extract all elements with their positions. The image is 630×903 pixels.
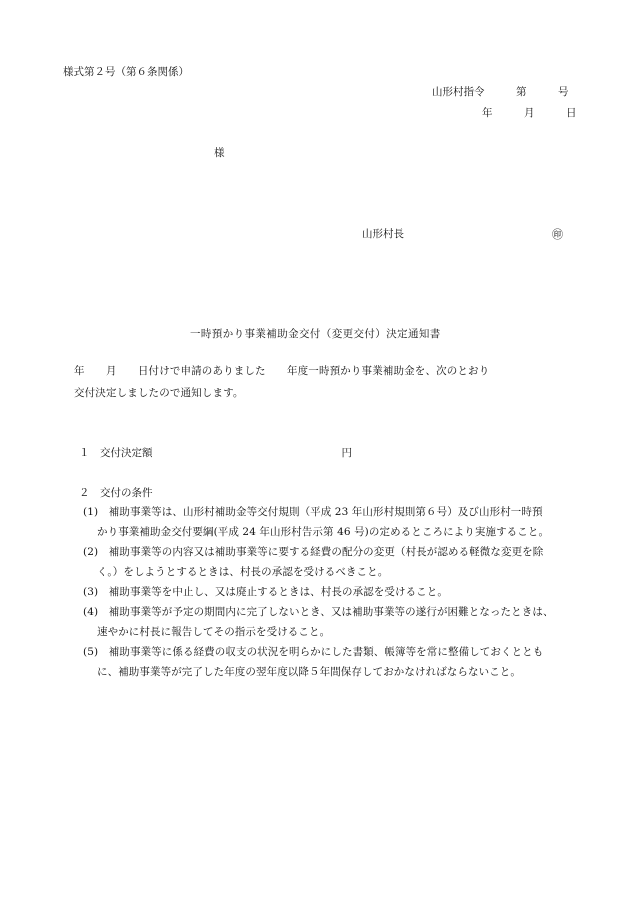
condition-item-continued: く。）をしようとするときは、村長の承認を受けるべきこと。 — [97, 566, 389, 578]
grant-amount-section: １ 交付決定額 円 — [79, 447, 352, 459]
issuer-name: 山形村長 — [362, 228, 404, 240]
seal-mark: ㊞ — [552, 228, 563, 241]
notice-date: 年 月 日 — [482, 107, 577, 119]
document-title: 一時預かり事業補助金交付（変更交付）決定通知書 — [190, 328, 441, 340]
body-text-line: 年 月 日付けで申請のありました 年度一時預かり事業補助金を、次のとおり — [74, 365, 490, 377]
condition-item: (3) 補助事業等を中止し、又は廃止するときは、村長の承認を受けること。 — [83, 586, 448, 598]
condition-item: (5) 補助事業等に係る経費の収支の状況を明らかにした書類、帳簿等を常に整備しておくととも — [83, 646, 544, 658]
condition-item: (2) 補助事業等の内容又は補助事業等に要する経費の配分の変更（村長が認める軽微な変更を除 — [83, 546, 544, 558]
conditions-heading: ２ 交付の条件 — [79, 487, 153, 499]
condition-item: (4) 補助事業等が予定の期間内に完了しないとき、又は補助事業等の遂行が困難となったときは、 — [83, 606, 554, 618]
notice-number: 山形村指令 第 号 — [432, 86, 569, 98]
addressee-honorific: 様 — [214, 147, 225, 159]
condition-item-continued: に、補助事業等が完了した年度の翌年度以降５年間保存しておかなければならないこと。 — [97, 666, 521, 678]
condition-item-continued: かり事業補助金交付要綱(平成 24 年山形村告示第 46 号)の定めるところにより実施すること。 — [97, 526, 550, 538]
body-text-line: 交付決定しましたので通知します。 — [74, 387, 244, 399]
form-number: 様式第２号（第６条関係） — [63, 66, 189, 78]
condition-item: (1) 補助事業等は、山形村補助金等交付規則（平成 23 年山形村規則第６号）及び山形村一時預 — [83, 506, 543, 518]
condition-item-continued: 速やかに村長に報告してその指示を受けること。 — [97, 626, 331, 638]
